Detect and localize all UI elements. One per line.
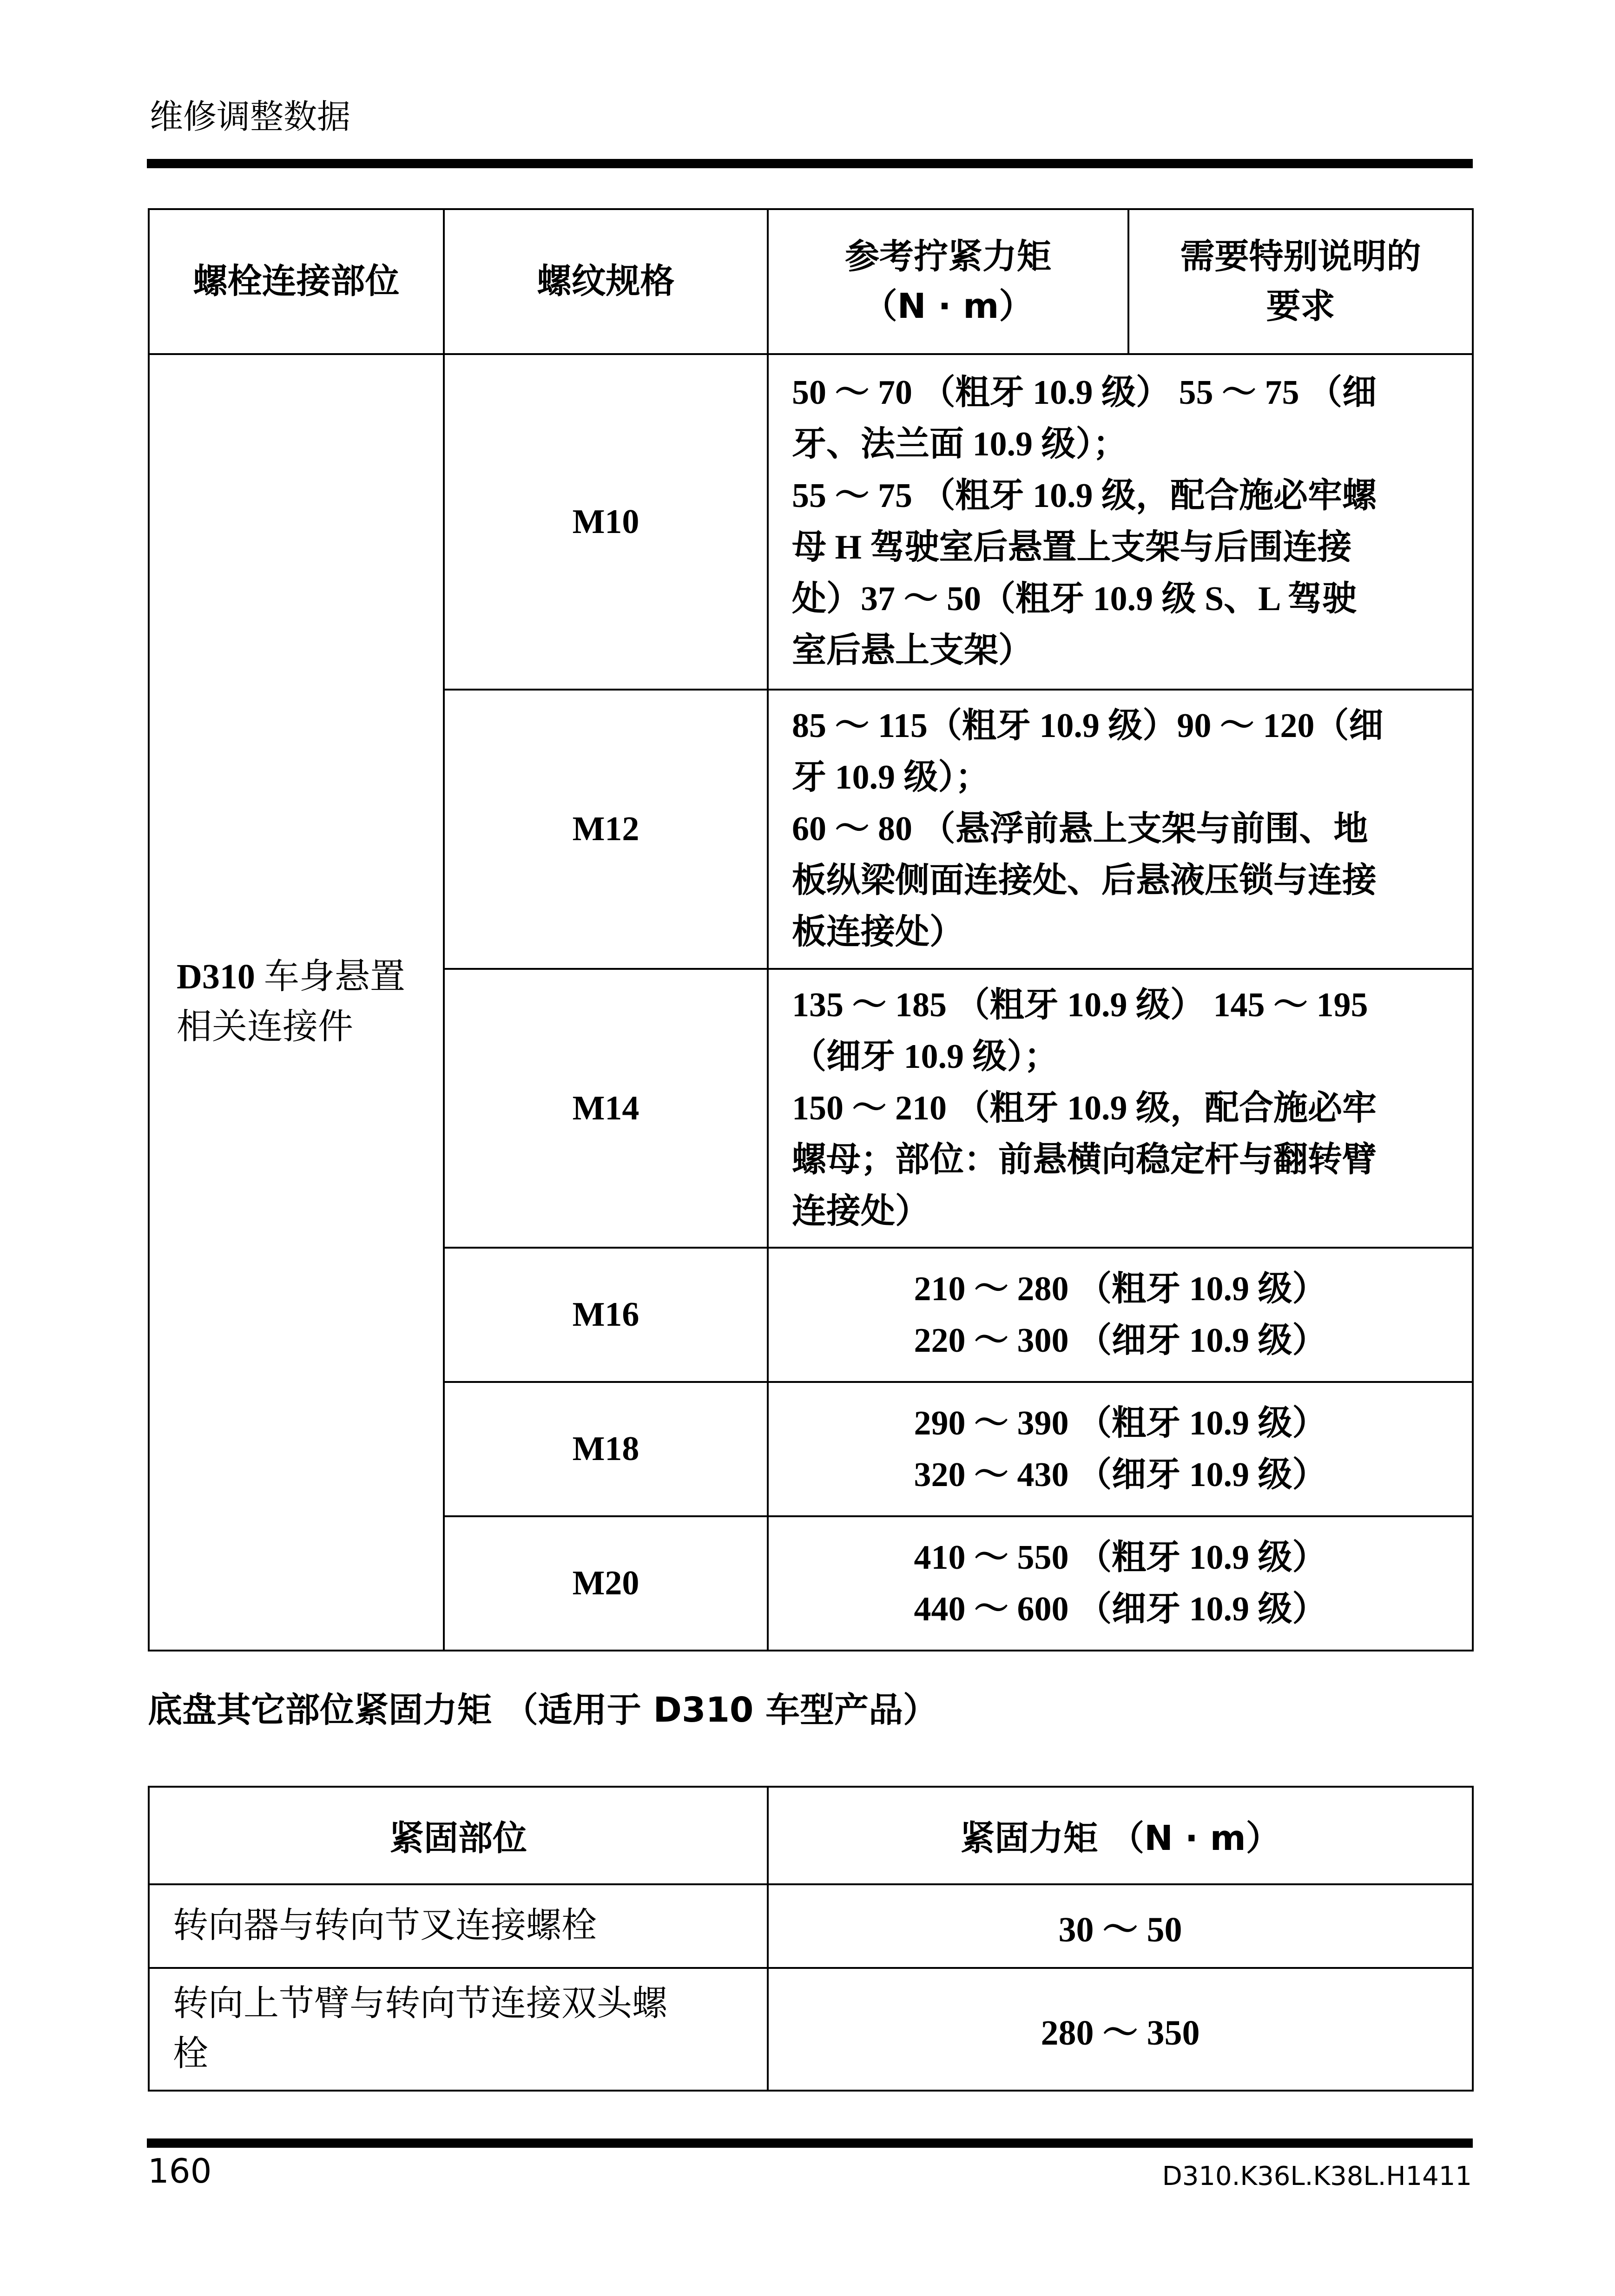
bolt-location-code: D310 [177,957,255,997]
torque-cell [768,1516,1473,1651]
torque-line: 55 ～ 75 （粗牙 10.9 级，配合施必牢螺 [792,477,1377,515]
torque-line: 板连接处） [792,913,964,951]
page-number: 160 [148,2151,212,2191]
torque-line: 60 ～ 80 （悬浮前悬上支架与前围、地 [792,810,1368,848]
fastening-location-cell [149,1968,768,2091]
bolt-location-name: 车身悬置 [264,957,405,997]
torque-line: 410 ～ 550 （粗牙 10.9 级） [914,1538,1327,1577]
torque-line: 85 ～ 115（粗牙 10.9 级）90 ～ 120（细 [792,707,1384,745]
fastening-location-line: 转向器与转向节叉连接螺栓 [173,1906,597,1946]
torque-cell [768,354,1473,690]
table-row [149,1884,1473,1968]
fastening-torque-cell: 30 ～ 50 [768,1884,1473,1968]
col-header-ref-torque [768,209,1128,354]
torque-cell [768,1248,1473,1382]
torque-line: 135 ～ 185 （粗牙 10.9 级） 145 ～ 195 [792,986,1368,1024]
col-header-ref-torque-line1: 参考拧紧力矩 [845,236,1051,276]
col-header-special-line1: 需要特别说明的 [1180,236,1421,276]
col-header-bolt-location: 螺栓连接部位 [149,209,444,354]
thread-spec-cell: M12 [444,690,768,969]
torque-line: 50 ～ 70 （粗牙 10.9 级） 55 ～ 75 （细 [792,374,1377,412]
page-header-title: 维修调整数据 [150,97,351,136]
fastening-location-line: 转向上节臂与转向节连接双头螺 [173,1984,667,2024]
torque-line: 螺母；部位：前悬横向稳定杆与翻转臂 [792,1140,1377,1179]
bolt-location-line2: 相关连接件 [177,1007,353,1046]
fastening-location-line: 栓 [173,2034,208,2073]
torque-line: 连接处） [792,1192,929,1230]
torque-cell [768,969,1473,1248]
torque-line: 母 H 驾驶室后悬置上支架与后围连接 [792,528,1352,566]
torque-line: 板纵梁侧面连接处、后悬液压锁与连接 [792,862,1377,900]
torque-line: 210 ～ 280 （粗牙 10.9 级） [914,1270,1327,1308]
section-title: 底盘其它部位紧固力矩 （适用于 D310 车型产品） [148,1690,938,1730]
torque-line: 320 ～ 430 （细牙 10.9 级） [914,1455,1327,1494]
col-header-ref-torque-line2: （N · m） [863,286,1034,326]
bolt-location-line1 [177,952,443,1002]
header-rule [147,159,1473,168]
torque-cell [768,1382,1473,1516]
chassis-torque-table [148,1786,1474,2092]
thread-spec-cell: M14 [444,969,768,1248]
col-header-fastening-location: 紧固部位 [149,1787,768,1884]
table-row-m10 [149,354,1473,690]
torque-line: 处）37 ～ 50（粗牙 10.9 级 S、L 驾驶 [792,580,1357,618]
document-code: D310.K36L.K38L.H1411 [1162,2161,1472,2191]
col-header-special-line2: 要求 [1266,286,1335,326]
col-header-fastening-torque: 紧固力矩 （N · m） [768,1787,1473,1884]
torque-line: 牙 10.9 级）； [792,758,990,796]
torque-cell [768,690,1473,969]
thread-spec-cell: M16 [444,1248,768,1382]
torque-line: （细牙 10.9 级）； [792,1037,1059,1076]
torque-line: 150 ～ 210 （粗牙 10.9 级，配合施必牢 [792,1089,1377,1127]
col-header-thread-spec: 螺纹规格 [444,209,768,354]
thread-spec-cell: M18 [444,1382,768,1516]
footer-rule [147,2138,1473,2148]
table-header-row [149,209,1473,354]
thread-spec-cell: M20 [444,1516,768,1651]
thread-spec-cell: M10 [444,354,768,690]
torque-line: 440 ～ 600 （细牙 10.9 级） [914,1590,1327,1628]
fastening-torque-cell: 280 ～ 350 [768,1968,1473,2091]
bolt-location-cell [149,354,444,1651]
torque-line: 室后悬上支架） [792,632,1033,670]
table-row [149,1968,1473,2091]
torque-line: 牙、法兰面 10.9 级）； [792,425,1127,463]
col-header-special-requirements [1128,209,1473,354]
table-header-row [149,1787,1473,1884]
fastening-location-cell [149,1884,768,1968]
torque-line: 290 ～ 390 （粗牙 10.9 级） [914,1404,1327,1442]
torque-line: 220 ～ 300 （细牙 10.9 级） [914,1321,1327,1360]
bolt-torque-table [148,208,1474,1651]
